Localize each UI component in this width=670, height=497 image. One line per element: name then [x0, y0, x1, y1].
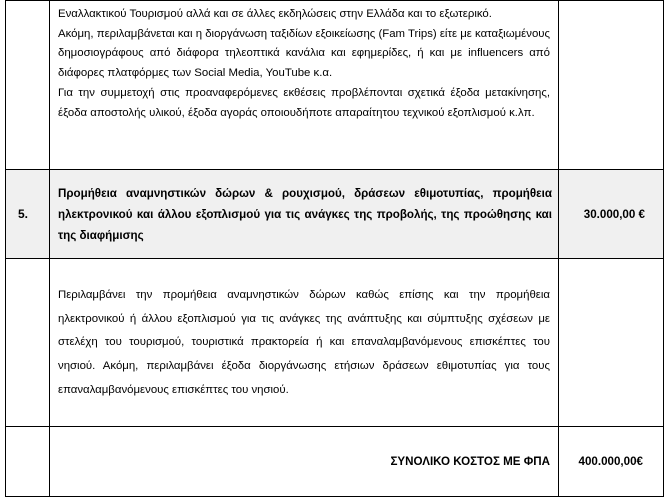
item-description-cell — [50, 259, 559, 427]
total-value: 400.000,00€ — [559, 427, 664, 497]
table-row-item-5-description — [6, 259, 664, 427]
cost-cell-empty — [559, 1, 664, 170]
description-paragraph: Ακόμη, περιλαμβάνεται και η διοργάνωση ταξιδίων εξοικείωσης (Fam Trips) είτε με καταξιωμένους δημοσιογράφους από διάφορα τηλεοπτικά κανάλια και εφημερίδες, ή και με influencers από διάφορες πλατφόρμες των Social Media, YouTube κ.α. — [58, 27, 550, 80]
number-cell-empty — [6, 1, 50, 170]
cost-cell-empty — [559, 259, 664, 427]
description-paragraph: Για την συμμετοχή στις προαναφερόμενες εκθέσεις προβλέπονται σχετικά έξοδα μετακίνησης, έξοδα αποστολής υλικού, έξοδα αγοράς οποιουδήποτε απαραίτητου τεχνικού εξοπλισμού κ.λπ. — [58, 86, 550, 119]
item-title: Προμήθεια αναμνηστικών δώρων & ρουχισμού, δράσεων εθιμοτυπίας, προμήθεια ηλεκτρονικού και άλλου εξοπλισμού για τις ανάγκες της προβολής, της προώθησης και της διαφήμισης — [50, 170, 559, 259]
table-row — [6, 1, 664, 170]
item-number: 5. — [6, 170, 50, 259]
total-label: ΣΥΝΟΛΙΚΟ ΚΟΣΤΟΣ ΜΕ ΦΠΑ — [50, 427, 559, 497]
budget-table — [5, 0, 664, 497]
continuation-description-cell — [50, 1, 559, 170]
table-row-item-5-header — [6, 170, 664, 259]
item-cost: 30.000,00 € — [559, 170, 664, 259]
description-paragraph: Περιλαμβάνει την προμήθεια αναμνηστικών δώρων καθώς επίσης και την προμήθεια ηλεκτρονικού ή άλλου εξοπλισμού για τις ανάγκες της ανάπτυξης και σύμπτυξης σχέσεων με στελέχη του τουρισμού, τουριστικά πρακτορεία ή και επαναλαμβανόμενους επισκέπτες του νησιού. Ακόμη, περιλαμβάνει έξοδα διοργάνωσης ετήσιων δράσεων εθιμοτυπίας για τους επαναλαμβανόμενους επισκέπτες του νησιού. — [58, 289, 550, 396]
number-cell-empty — [6, 427, 50, 497]
description-paragraph: Εναλλακτικού Τουρισμού αλλά και σε άλλες εκδηλώσεις στην Ελλάδα και το εξωτερικό. — [58, 8, 492, 20]
table-row-total — [6, 427, 664, 497]
number-cell-empty — [6, 259, 50, 427]
